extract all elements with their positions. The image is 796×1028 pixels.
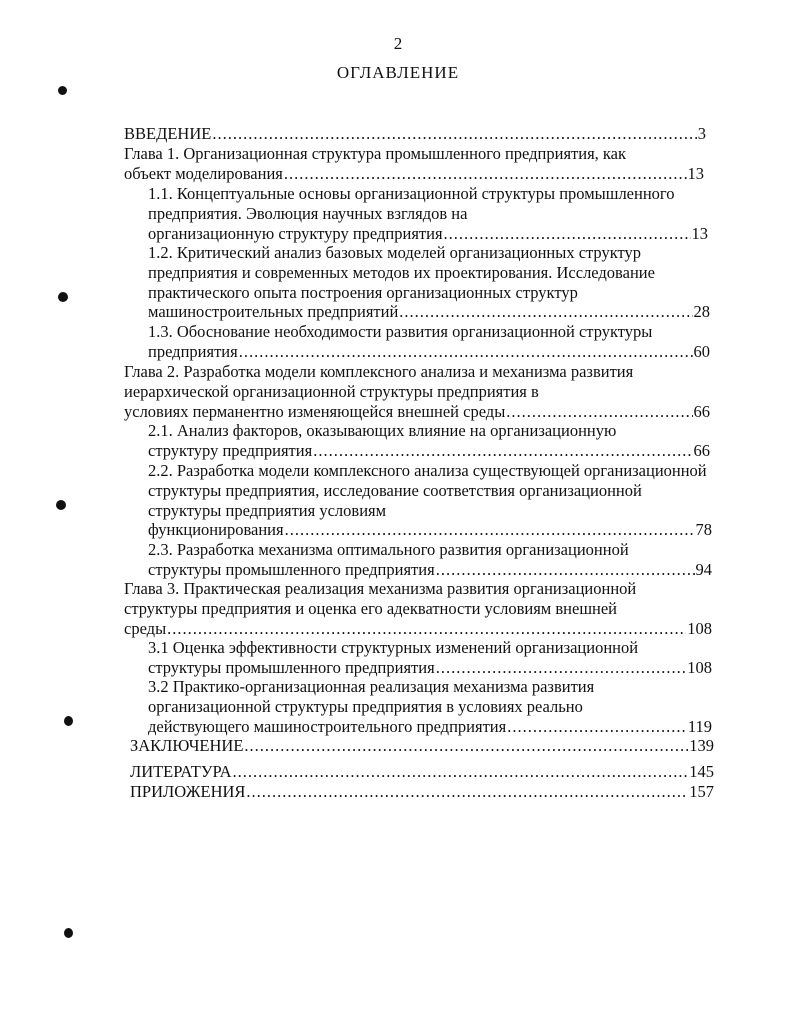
toc-entry-title-end: среды [124,618,167,638]
toc-entry-title-end: предприятия [148,341,238,361]
toc-entry-title: Глава 3. Практическая реализация механизма развития организационной структуры предприятия и оценка его адекватности условиям внешней [124,579,637,618]
page-number: 2 [393,34,403,53]
toc-entry-page: 78 [695,520,712,540]
toc-entry-section-3-2[interactable] [148,677,712,736]
toc-leader [444,224,691,244]
punch-mark [58,86,67,95]
toc-entry-title: 2.2. Разработка модели комплексного анализа существующей организационной структуры предприятия, исследование соответствия организационной структуры предприятия условиям [148,461,707,520]
toc-entry-section-2-1[interactable] [148,421,710,461]
toc-entry-chapter-2[interactable] [124,362,710,421]
toc-entry-section-1-1[interactable] [148,184,708,243]
toc-leader [399,302,692,322]
toc-leader [212,124,696,144]
toc-entry-title-end: структуры промышленного предприятия [148,657,435,677]
toc-entry-title: 1.1. Концептуальные основы организационной структуры промышленного предприятия. Эволюция научных взглядов на [148,184,675,223]
toc-entry-section-2-3[interactable] [148,540,712,580]
punch-mark [58,292,68,302]
toc-entry-page: 108 [687,657,712,677]
toc-entry-conclusion[interactable] [130,736,714,756]
toc-entry-title: 3.2 Практико-организационная реализация механизма развития организационной структуры предприятия в условиях реально [148,677,595,716]
toc-entry-chapter-1[interactable] [124,144,704,184]
toc-entry-title: ПРИЛОЖЕНИЯ [130,782,246,801]
toc-entry-page: 94 [695,559,712,579]
toc-entry-title: 1.3. Обоснование необходимости развития организационной структуры [148,322,653,341]
toc-entry-page: 60 [693,341,710,361]
toc-leader [313,441,692,461]
toc-entry-title-end: структуры промышленного предприятия [148,559,435,579]
toc-entry-title: ВВЕДЕНИЕ [124,124,212,143]
toc-entry-title-end: объект моделирования [124,163,283,183]
toc-entry-page: 108 [687,618,712,638]
toc-leader [246,782,688,802]
toc-entry-page: 145 [689,762,714,781]
toc-leader [506,402,692,422]
toc-entry-title: 2.3. Разработка механизма оптимального развития организационной [148,540,629,559]
punch-mark [56,500,66,510]
toc-entry-title: Глава 2. Разработка модели комплексного анализа и механизма развития иерархической организационной структуры предприятия в [124,362,634,401]
toc-entry-title-end: организационную структуру предприятия [148,223,443,243]
toc-leader [436,658,687,678]
toc-entry-title-end: условиях перманентно изменяющейся внешней среды [124,401,506,421]
toc-leader [436,560,695,580]
toc-entry-page: 139 [689,736,714,755]
toc-entry-title: 3.1 Оценка эффективности структурных изменений организационной [148,638,639,657]
toc-leader [233,762,689,782]
toc-leader [285,520,695,540]
toc-entry-page: 28 [693,302,710,322]
toc-leader [284,164,687,184]
toc-entry-title: 2.1. Анализ факторов, оказывающих влияние на организационную [148,421,617,440]
toc-entry-title-end: структуру предприятия [148,440,313,460]
toc-entry-section-3-1[interactable] [148,638,712,678]
toc-entry-title-end: функционирования [148,520,284,540]
punch-mark [64,716,73,726]
toc-entry-title: 1.2. Критический анализ базовых моделей организационных структур предприятия и современных методов их проектирования. Исследование практического опыта построения организационных структур [148,243,655,302]
toc-entry-section-1-2[interactable] [148,243,710,322]
toc-entry-chapter-3[interactable] [124,579,712,638]
page-title: ОГЛАВЛЕНИЕ [336,63,460,82]
toc-entry-page: 119 [687,716,712,736]
toc-leader [507,717,687,737]
toc-entry-section-2-2[interactable] [148,461,712,540]
toc-entry-page: 3 [697,124,706,143]
toc-entry-section-1-3[interactable] [148,322,710,362]
toc-leader [167,619,686,639]
toc-entry-page: 157 [689,782,714,801]
toc-entry-appendices[interactable] [130,782,714,802]
toc-entry-title: ЛИТЕРАТУРА [130,762,232,781]
toc-entry-literature[interactable] [130,762,714,782]
toc-entry-introduction[interactable] [124,124,706,144]
toc-entry-page: 66 [693,440,710,460]
toc-entry-page: 66 [693,401,710,421]
punch-mark [64,928,73,938]
toc-entry-page: 13 [691,223,708,243]
toc-entry-title-end: машиностроительных предприятий [148,302,399,322]
toc-entry-title-end: действующего машиностроительного предприятия [148,716,507,736]
toc-leader [244,736,688,756]
toc-entry-title: Глава 1. Организационная структура промышленного предприятия, как [124,144,627,163]
toc-entry-title: ЗАКЛЮЧЕНИЕ [130,736,244,755]
toc-leader [239,342,693,362]
toc-entry-page: 13 [687,163,704,183]
